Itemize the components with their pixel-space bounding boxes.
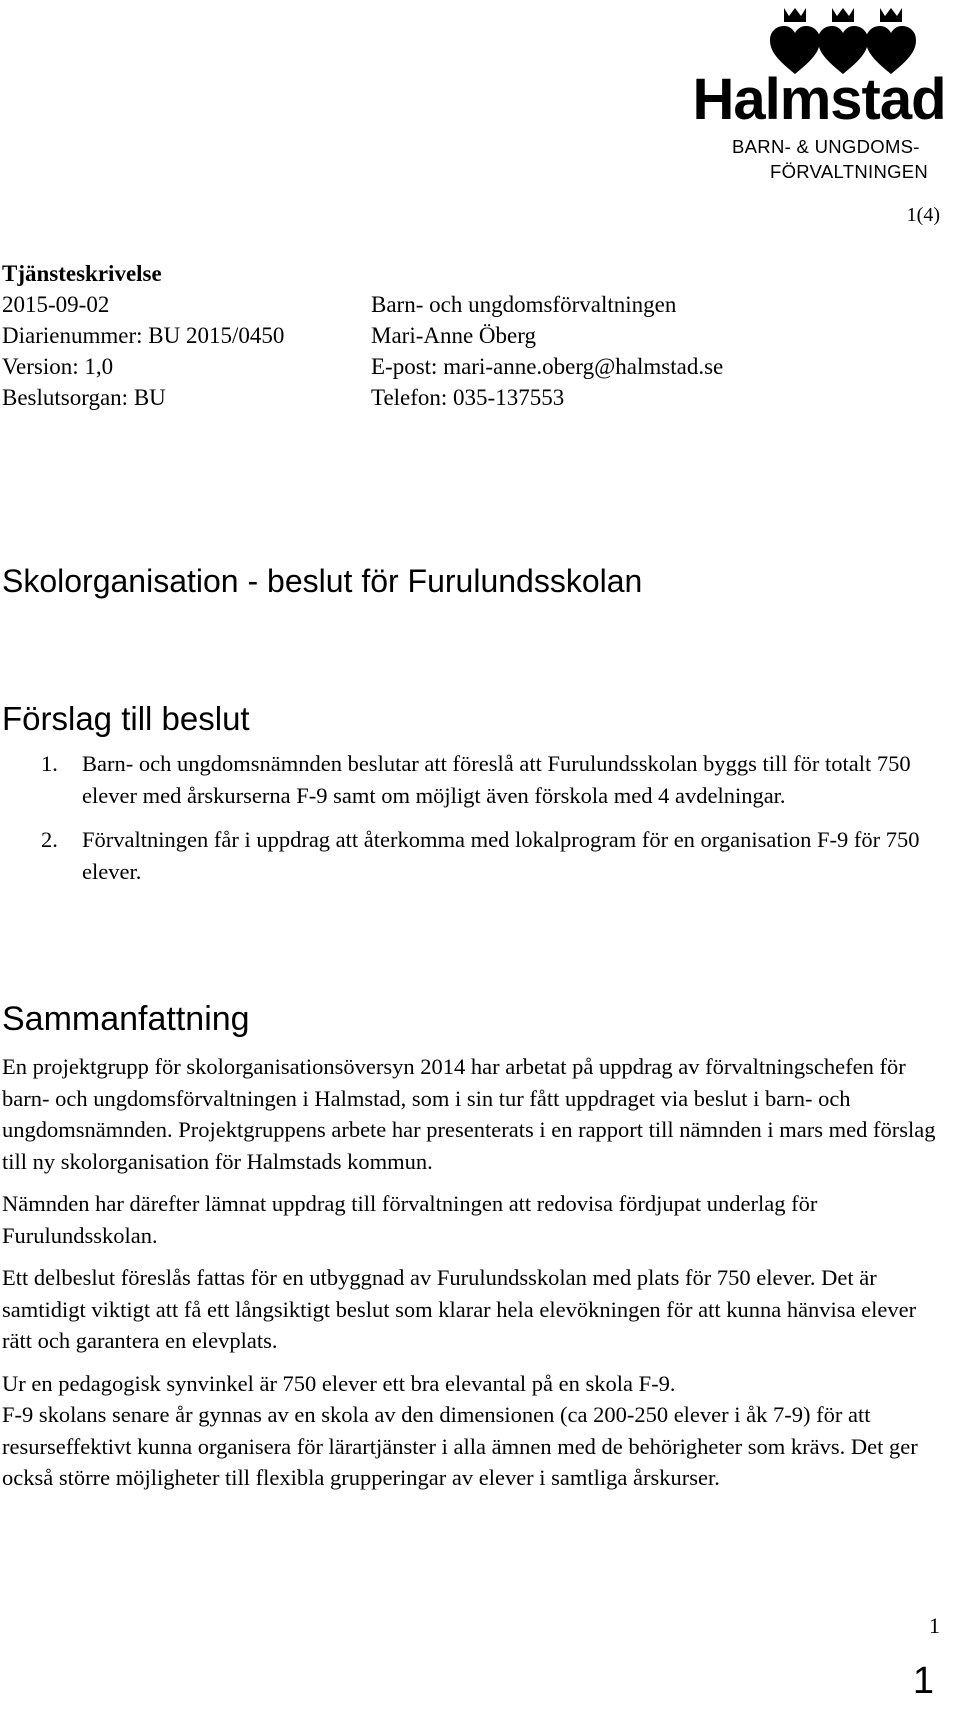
contact-phone: Telefon: 035-137553	[371, 385, 565, 410]
logo-wordmark: Halmstad	[692, 67, 946, 132]
page-number: 1	[929, 1613, 940, 1638]
halmstad-logo	[688, 6, 950, 186]
document-type: Tjänsteskrivelse	[2, 261, 162, 286]
list-item-number: 1.	[41, 751, 58, 776]
document-title: Skolorganisation - beslut för Furulundsskolan	[2, 563, 643, 599]
list-item-number: 2.	[41, 827, 58, 852]
diarienummer: Diarienummer: BU 2015/0450	[2, 323, 285, 348]
summary-paragraph: F-9 skolans senare år gynnas av en skola av den dimensionen (ca 200-250 elever i åk 7-9) för att resurseffektivt kunna organisera för lärartjänster i alla ämnen med de behörigheter som krävs. Det ger också större möjligheter till flexibla grupperingar av elever i samtliga årskurser.	[2, 1402, 918, 1490]
meta-row	[2, 320, 536, 351]
meta-row	[2, 351, 724, 382]
logo-subtitle-line1: BARN- & UNGDOMS-	[732, 136, 920, 157]
meta-row	[2, 289, 677, 320]
list-item-text: Barn- och ungdomsnämnden beslutar att föreslå att Furulundsskolan byggs till för totalt 750 elever med årskurserna F-9 samt om möjligt även förskola med 4 avdelningar.	[82, 751, 911, 808]
list-item	[0, 748, 940, 812]
logo-subtitle-line2: FÖRVALTNINGEN	[770, 161, 929, 182]
page-indicator: 1(4)	[906, 204, 940, 226]
summary-paragraph: Nämnden har därefter lämnat uppdrag till förvaltningen att redovisa fördjupat underlag för Furulundsskolan.	[2, 1191, 818, 1248]
crown-hearts-emblem-icon	[688, 6, 950, 76]
summary-heading: Sammanfattning	[2, 1000, 250, 1038]
page-number-large: 1	[912, 1660, 934, 1702]
summary-paragraph: Ur en pedagogisk synvinkel är 750 elever ett bra elevantal på en skola F-9.	[2, 1370, 676, 1396]
summary-paragraph: En projektgrupp för skolorganisationsöversyn 2014 har arbetat på uppdrag av förvaltningschefen för barn- och ungdomsförvaltningen i Halmstad, som i sin tur fått uppdraget via beslut i barn- och ungdomsnämnden. Projektgruppens arbete har presenterats i en rapport till nämnden i mars med förslag till ny skolorganisation för Halmstads kommun.	[2, 1054, 936, 1174]
beslutsorgan: Beslutsorgan: BU	[2, 385, 166, 410]
summary-paragraph: Ett delbeslut föreslås fattas för en utbyggnad av Furulundsskolan med plats för 750 elever. Det är samtidigt viktigt att få ett långsiktigt beslut som klarar hela elevökningen för att kunna hänvisa elever rätt och garantera en elevplats.	[2, 1265, 917, 1353]
contact-email: E-post: mari-anne.oberg@halmstad.se	[371, 354, 724, 379]
proposal-heading: Förslag till beslut	[2, 700, 250, 737]
department-name: Barn- och ungdomsförvaltningen	[371, 292, 677, 317]
document-date: 2015-09-02	[2, 292, 110, 317]
contact-name: Mari-Anne Öberg	[371, 323, 536, 348]
document-metadata	[2, 258, 724, 413]
meta-row	[2, 382, 565, 413]
list-item	[0, 824, 940, 888]
list-item-text: Förvaltningen får i uppdrag att återkomma med lokalprogram för en organisation F-9 för 750 elever.	[82, 827, 920, 884]
document-version: Version: 1,0	[2, 354, 114, 379]
proposal-list	[0, 748, 940, 900]
summary-body	[2, 1051, 947, 1505]
